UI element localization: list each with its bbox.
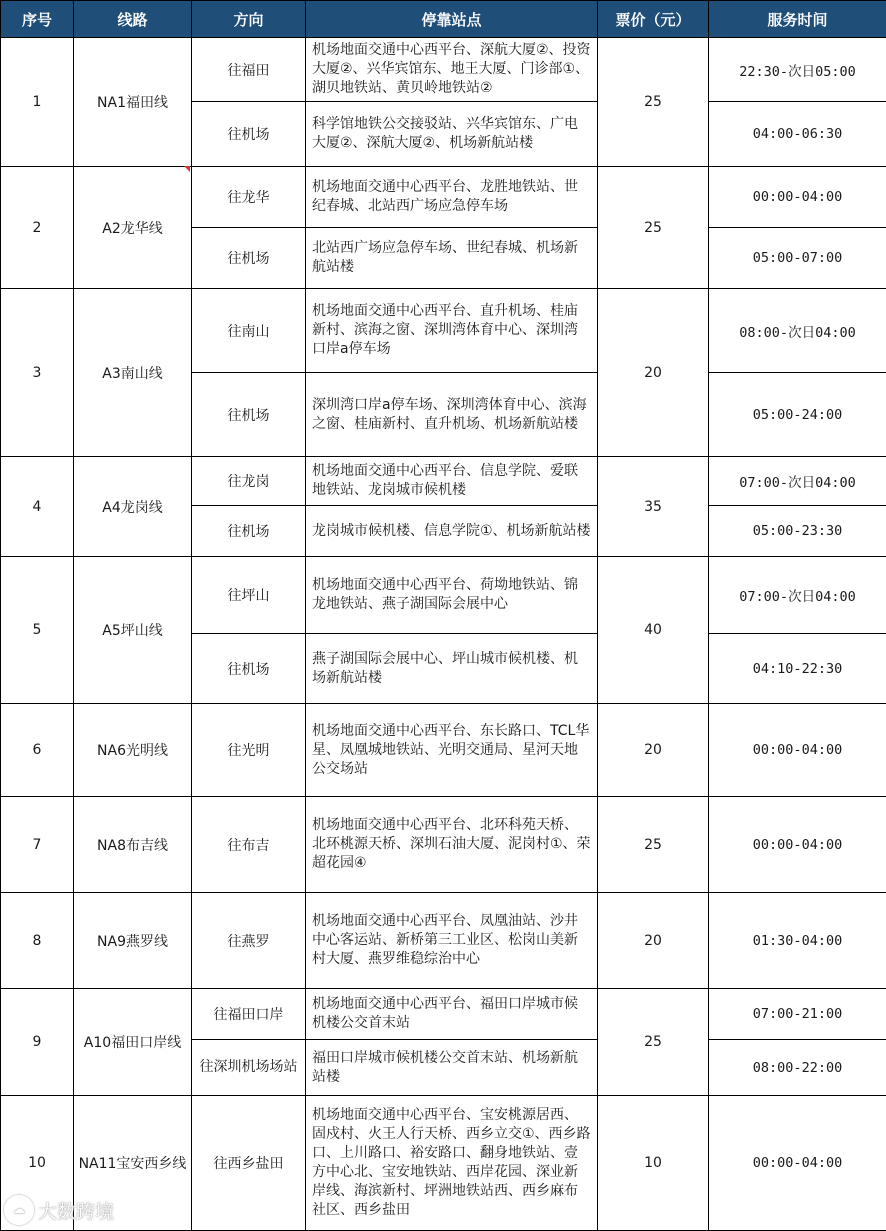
route-service-time: 00:00-04:00	[709, 167, 886, 228]
route-service-time: 04:00-06:30	[709, 102, 886, 167]
route-line: A2龙华线	[74, 167, 192, 289]
table-row	[1, 1096, 886, 1231]
route-fare: 10	[598, 1096, 709, 1231]
route-direction: 往龙华	[192, 167, 306, 228]
route-direction: 往机场	[192, 634, 306, 704]
route-service-time: 22:30-次日05:00	[709, 38, 886, 102]
table-row	[1, 38, 886, 102]
route-fare: 20	[598, 893, 709, 989]
route-line: A10福田口岸线	[74, 989, 192, 1096]
table-row	[1, 989, 886, 1040]
route-no: 5	[1, 557, 74, 704]
route-line: A5坪山线	[74, 557, 192, 704]
route-fare: 25	[598, 38, 709, 167]
route-fare: 25	[598, 989, 709, 1096]
header-line: 线路	[74, 1, 192, 38]
route-line: NA8布吉线	[74, 797, 192, 893]
route-stops	[306, 102, 598, 167]
route-line: NA6光明线	[74, 704, 192, 797]
header-row	[1, 1, 886, 38]
stops-text: 机场地面交通中心西平台、深航大厦②、投资大厦②、兴华宾馆东、地王大厦、门诊部①、湖贝地铁站、黄贝岭地铁站②	[306, 41, 597, 98]
route-service-time: 07:00-次日04:00	[709, 557, 886, 634]
table-row	[1, 797, 886, 893]
stops-text: 科学馆地铁公交接驳站、兴华宾馆东、广电大厦②、深航大厦②、机场新航站楼	[306, 115, 597, 153]
route-stops	[306, 167, 598, 228]
route-fare: 20	[598, 289, 709, 457]
route-direction: 往西乡盐田	[192, 1096, 306, 1231]
route-direction: 往布吉	[192, 797, 306, 893]
stops-text: 机场地面交通中心西平台、东长路口、TCL华星、凤凰城地铁站、光明交通局、星河天地公交场站	[306, 722, 597, 779]
route-service-time: 00:00-04:00	[709, 1096, 886, 1231]
route-stops	[306, 1096, 598, 1231]
route-direction: 往机场	[192, 102, 306, 167]
route-service-time: 00:00-04:00	[709, 704, 886, 797]
stops-text: 深圳湾口岸a停车场、深圳湾体育中心、滨海之窗、桂庙新村、直升机场、机场新航站楼	[306, 396, 597, 434]
table-row	[1, 289, 886, 373]
route-stops	[306, 373, 598, 457]
route-direction: 往光明	[192, 704, 306, 797]
route-direction: 往龙岗	[192, 457, 306, 506]
table-row	[1, 457, 886, 506]
route-stops	[306, 634, 598, 704]
table-row	[1, 167, 886, 228]
stops-text: 机场地面交通中心西平台、信息学院、爱联地铁站、龙岗城市候机楼	[306, 462, 597, 500]
header-service-time: 服务时间	[709, 1, 886, 38]
watermark	[4, 1195, 114, 1225]
route-service-time: 07:00-次日04:00	[709, 457, 886, 506]
route-fare: 20	[598, 704, 709, 797]
route-stops	[306, 506, 598, 557]
header-fare: 票价（元）	[598, 1, 709, 38]
table-row	[1, 893, 886, 989]
route-no: 6	[1, 704, 74, 797]
header-no: 序号	[1, 1, 74, 38]
route-fare: 25	[598, 797, 709, 893]
table-row	[1, 557, 886, 634]
route-stops	[306, 1040, 598, 1096]
header-stops: 停靠站点	[306, 1, 598, 38]
stops-text: 北站西广场应急停车场、世纪春城、机场新航站楼	[306, 239, 597, 277]
route-stops	[306, 38, 598, 102]
route-service-time: 08:00-次日04:00	[709, 289, 886, 373]
watermark-text: 大数跨境	[38, 1197, 114, 1224]
stops-text: 龙岗城市候机楼、信息学院①、机场新航站楼	[306, 522, 597, 541]
stops-text: 机场地面交通中心西平台、宝安桃源居西、固戍村、火王人行天桥、西乡立交①、西乡路口、上川路口、裕安路口、翻身地铁站、壹方中心北、宝安地铁站、西岸花园、深业新岸线、海滨新村、坪洲地铁站西、西乡麻布社区、西乡盐田	[306, 1106, 597, 1220]
comment-indicator-icon	[184, 166, 190, 172]
header-direction: 方向	[192, 1, 306, 38]
route-direction: 往机场	[192, 506, 306, 557]
table-row	[1, 704, 886, 797]
route-no: 8	[1, 893, 74, 989]
route-service-time: 07:00-21:00	[709, 989, 886, 1040]
route-direction: 往福田口岸	[192, 989, 306, 1040]
route-stops	[306, 989, 598, 1040]
stops-text: 机场地面交通中心西平台、龙胜地铁站、世纪春城、北站西广场应急停车场	[306, 178, 597, 216]
route-stops	[306, 893, 598, 989]
route-stops	[306, 457, 598, 506]
route-direction: 往机场	[192, 373, 306, 457]
route-stops	[306, 704, 598, 797]
stops-text: 福田口岸城市候机楼公交首末站、机场新航站楼	[306, 1049, 597, 1087]
stops-text: 机场地面交通中心西平台、福田口岸城市候机楼公交首末站	[306, 995, 597, 1033]
route-direction: 往福田	[192, 38, 306, 102]
route-direction: 往机场	[192, 228, 306, 289]
route-line: NA11宝安西乡线	[74, 1096, 192, 1231]
cloud-logo-icon: ☁	[4, 1195, 34, 1225]
route-no: 9	[1, 989, 74, 1096]
route-no: 1	[1, 38, 74, 167]
route-stops	[306, 289, 598, 373]
route-direction: 往南山	[192, 289, 306, 373]
route-no: 2	[1, 167, 74, 289]
stops-text: 机场地面交通中心西平台、北环科苑天桥、北环桃源天桥、深圳石油大厦、泥岗村①、荣超花园④	[306, 816, 597, 873]
route-line: NA9燕罗线	[74, 893, 192, 989]
route-stops	[306, 797, 598, 893]
stops-text: 机场地面交通中心西平台、荷坳地铁站、锦龙地铁站、燕子湖国际会展中心	[306, 576, 597, 614]
route-service-time: 00:00-04:00	[709, 797, 886, 893]
route-no: 3	[1, 289, 74, 457]
route-service-time: 05:00-07:00	[709, 228, 886, 289]
route-direction: 往坪山	[192, 557, 306, 634]
route-direction: 往深圳机场场站	[192, 1040, 306, 1096]
stops-text: 燕子湖国际会展中心、坪山城市候机楼、机场新航站楼	[306, 650, 597, 688]
route-no: 7	[1, 797, 74, 893]
route-stops	[306, 557, 598, 634]
route-line: A3南山线	[74, 289, 192, 457]
route-service-time: 08:00-22:00	[709, 1040, 886, 1096]
route-fare: 40	[598, 557, 709, 704]
route-no: 10	[1, 1096, 74, 1231]
route-line: NA1福田线	[74, 38, 192, 167]
route-service-time: 04:10-22:30	[709, 634, 886, 704]
route-fare: 35	[598, 457, 709, 557]
stops-text: 机场地面交通中心西平台、凤凰油站、沙井中心客运站、新桥第三工业区、松岗山美新村大厦、燕罗维稳综治中心	[306, 912, 597, 969]
route-line: A4龙岗线	[74, 457, 192, 557]
route-service-time: 01:30-04:00	[709, 893, 886, 989]
route-fare: 25	[598, 167, 709, 289]
route-service-time: 05:00-24:00	[709, 373, 886, 457]
route-direction: 往燕罗	[192, 893, 306, 989]
route-no: 4	[1, 457, 74, 557]
route-stops	[306, 228, 598, 289]
stops-text: 机场地面交通中心西平台、直升机场、桂庙新村、滨海之窗、深圳湾体育中心、深圳湾口岸a停车场	[306, 302, 597, 359]
route-service-time: 05:00-23:30	[709, 506, 886, 557]
